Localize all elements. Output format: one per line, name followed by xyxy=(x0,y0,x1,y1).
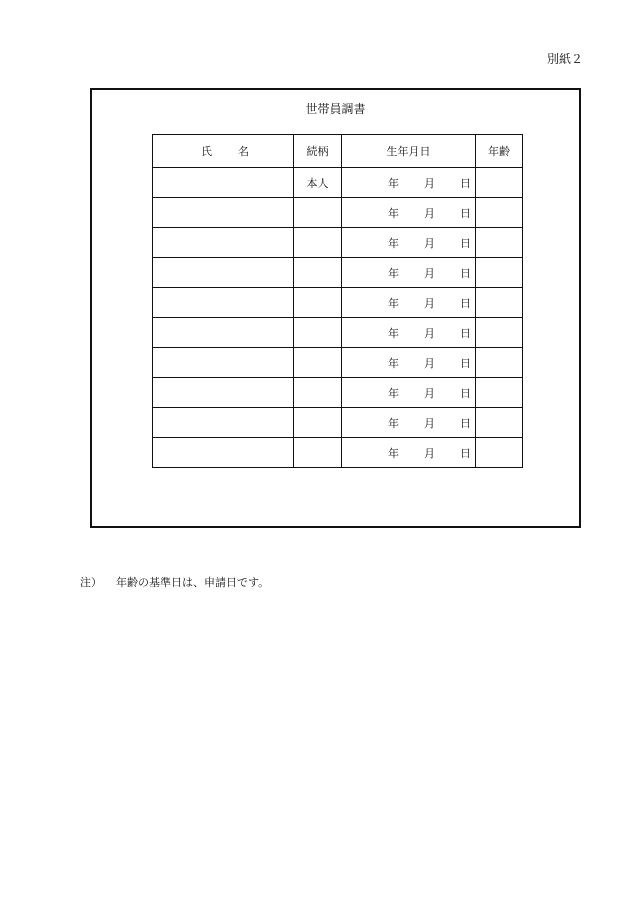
table-body xyxy=(153,168,523,468)
day-unit: 日 xyxy=(460,236,471,250)
footnote-text: 年齢の基準日は、申請日です。 xyxy=(116,576,270,589)
birth-date-cell[interactable] xyxy=(342,288,476,318)
year-unit: 年 xyxy=(388,206,399,220)
year-unit: 年 xyxy=(388,236,399,250)
age-cell[interactable] xyxy=(476,348,523,378)
relationship-cell[interactable] xyxy=(294,288,342,318)
birth-date-cell[interactable] xyxy=(342,378,476,408)
relationship-cell[interactable] xyxy=(294,348,342,378)
day-unit: 日 xyxy=(460,176,471,190)
table-row xyxy=(153,438,523,468)
day-unit: 日 xyxy=(460,386,471,400)
table-row xyxy=(153,318,523,348)
age-cell[interactable] xyxy=(476,408,523,438)
name-cell[interactable] xyxy=(153,228,294,258)
relationship-cell[interactable]: 本人 xyxy=(294,168,342,198)
relationship-cell[interactable] xyxy=(294,198,342,228)
footnote-mark: 注） xyxy=(80,576,102,589)
month-unit: 月 xyxy=(424,236,435,250)
age-cell[interactable] xyxy=(476,318,523,348)
month-unit: 月 xyxy=(424,266,435,280)
month-unit: 月 xyxy=(424,356,435,370)
month-unit: 月 xyxy=(424,176,435,190)
relationship-cell[interactable] xyxy=(294,228,342,258)
age-cell[interactable] xyxy=(476,198,523,228)
name-cell[interactable] xyxy=(153,288,294,318)
age-cell[interactable] xyxy=(476,378,523,408)
name-cell[interactable] xyxy=(153,198,294,228)
year-unit: 年 xyxy=(388,296,399,310)
form-title: 世帯員調書 xyxy=(305,102,366,116)
day-unit: 日 xyxy=(460,206,471,220)
birth-date-cell[interactable] xyxy=(342,438,476,468)
year-unit: 年 xyxy=(388,356,399,370)
day-unit: 日 xyxy=(460,296,471,310)
birth-date-cell[interactable] xyxy=(342,198,476,228)
header-name-part: 名 xyxy=(238,145,249,158)
month-unit: 月 xyxy=(424,446,435,460)
name-cell[interactable] xyxy=(153,258,294,288)
year-unit: 年 xyxy=(388,266,399,280)
relationship-cell[interactable] xyxy=(294,438,342,468)
day-unit: 日 xyxy=(460,446,471,460)
relationship-cell[interactable] xyxy=(294,258,342,288)
age-cell[interactable] xyxy=(476,168,523,198)
age-cell[interactable] xyxy=(476,258,523,288)
header-relationship: 続柄 xyxy=(294,135,342,168)
table-row xyxy=(153,288,523,318)
table-row xyxy=(153,198,523,228)
form-frame xyxy=(90,88,581,528)
year-unit: 年 xyxy=(388,176,399,190)
month-unit: 月 xyxy=(424,326,435,340)
month-unit: 月 xyxy=(424,206,435,220)
table-row xyxy=(153,168,523,198)
month-unit: 月 xyxy=(424,386,435,400)
attachment-label: 別紙２ xyxy=(547,52,584,66)
household-table xyxy=(152,134,523,468)
age-cell[interactable] xyxy=(476,228,523,258)
table-row xyxy=(153,228,523,258)
name-cell[interactable] xyxy=(153,438,294,468)
age-cell[interactable] xyxy=(476,438,523,468)
month-unit: 月 xyxy=(424,416,435,430)
month-unit: 月 xyxy=(424,296,435,310)
table-row xyxy=(153,348,523,378)
header-age: 年齢 xyxy=(476,135,523,168)
age-cell[interactable] xyxy=(476,288,523,318)
birth-date-cell[interactable] xyxy=(342,228,476,258)
name-cell[interactable] xyxy=(153,378,294,408)
table-row xyxy=(153,408,523,438)
table-row xyxy=(153,378,523,408)
table-header-row xyxy=(153,135,523,168)
year-unit: 年 xyxy=(388,386,399,400)
day-unit: 日 xyxy=(460,416,471,430)
footnote xyxy=(80,574,269,590)
relationship-cell[interactable] xyxy=(294,408,342,438)
name-cell[interactable] xyxy=(153,348,294,378)
day-unit: 日 xyxy=(460,326,471,340)
day-unit: 日 xyxy=(460,266,471,280)
birth-date-cell[interactable] xyxy=(342,258,476,288)
header-name xyxy=(153,135,294,168)
table-row xyxy=(153,258,523,288)
relationship-cell[interactable] xyxy=(294,378,342,408)
birth-date-cell[interactable] xyxy=(342,348,476,378)
relationship-cell[interactable] xyxy=(294,318,342,348)
birth-date-cell[interactable] xyxy=(342,318,476,348)
name-cell[interactable] xyxy=(153,168,294,198)
year-unit: 年 xyxy=(388,446,399,460)
name-cell[interactable] xyxy=(153,408,294,438)
name-cell[interactable] xyxy=(153,318,294,348)
birth-date-cell[interactable] xyxy=(342,168,476,198)
birth-date-cell[interactable] xyxy=(342,408,476,438)
header-name-part: 氏 xyxy=(201,145,212,158)
header-birth-date: 生年月日 xyxy=(342,135,476,168)
day-unit: 日 xyxy=(460,356,471,370)
year-unit: 年 xyxy=(388,326,399,340)
year-unit: 年 xyxy=(388,416,399,430)
